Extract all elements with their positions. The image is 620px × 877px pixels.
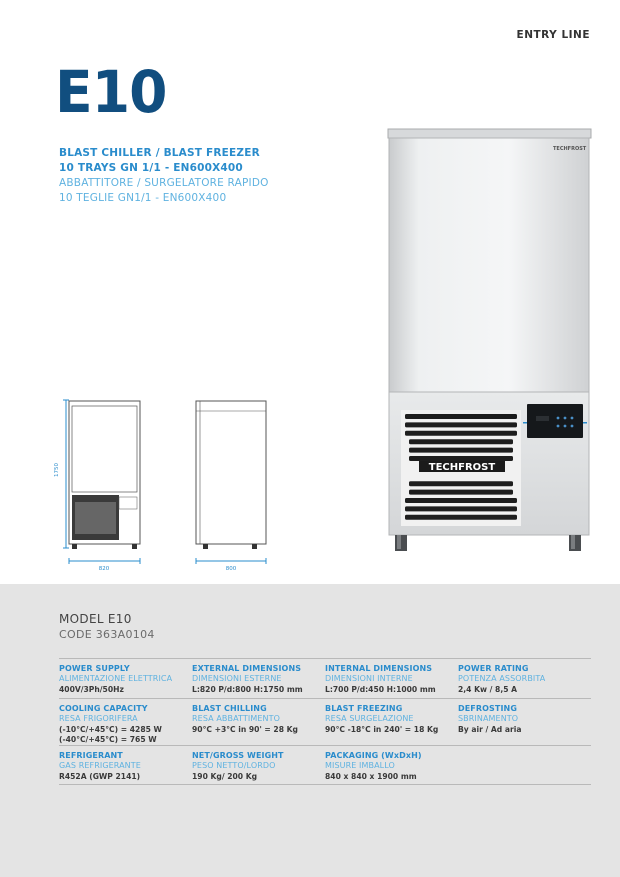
subtitle-line-1: BLAST CHILLER / BLAST FREEZER [59,147,260,159]
spec-cell [458,664,591,698]
subtitle-line-3: ABBATTITORE / SURGELATORE RAPIDO [59,177,269,189]
spec-cell [59,704,192,745]
spec-value: R452A (GWP 2141) [59,772,141,781]
spec-cell [325,704,458,745]
model-title: E10 [55,58,167,126]
grille-slat [405,431,517,436]
spec-label-it: DIMENSIONI ESTERNE [192,674,282,683]
width-dimension-label: 820 [98,566,110,572]
spec-label-it: MISURE IMBALLO [325,761,395,770]
front-view-drawing [52,398,147,573]
model-code: CODE 363A0104 [59,628,155,641]
spec-label-it: RESA SURGELAZIONE [325,714,414,723]
spec-cell [325,751,458,784]
spec-cell [325,664,458,698]
spec-value: (-40°C/+45°C) = 765 W [59,735,157,744]
spec-value: 2,4 Kw / 8,5 A [458,685,518,694]
spec-value: L:700 P/d:450 H:1000 mm [325,685,436,694]
spec-cell [458,704,591,745]
grille-slat [409,456,513,461]
door-brand-text: TECHFROST [553,146,587,152]
specs-table [59,658,591,785]
spec-value: 90°C -18°C in 240' = 18 Kg [325,725,439,734]
product-line-label: ENTRY LINE [516,29,590,41]
spec-label-en: POWER SUPPLY [59,664,130,673]
spec-label-it: DIMENSIONI INTERNE [325,674,413,683]
spec-label-it: RESA FRIGORIFERA [59,714,138,723]
spec-label-en: COOLING CAPACITY [59,704,148,713]
spec-label-en: POWER RATING [458,664,529,673]
spec-value: By air / Ad aria [458,725,522,734]
side-view-drawing [192,398,272,573]
spec-cell [192,704,325,745]
spec-label-it: SBRINAMENTO [458,714,519,723]
control-panel-icon [523,404,587,438]
grille-slat [409,490,513,495]
spec-row [59,658,591,698]
spec-row [59,698,591,745]
spec-label-it: POTENZA ASSORBITA [458,674,546,683]
spec-label-en: REFRIGERANT [59,751,123,760]
spec-value: 190 Kg/ 200 Kg [192,772,258,781]
grille-brand-text: TECHFROST [428,462,496,473]
spec-label-en: NET/GROSS WEIGHT [192,751,284,760]
spec-cell [192,664,325,698]
grille-slat [409,481,513,486]
spec-cell [59,751,192,784]
spec-row [59,745,591,785]
model-name: MODEL E10 [59,612,132,626]
grille-slat [405,498,517,503]
blast-chiller-image [385,127,592,555]
grille-slat [409,439,513,444]
spec-value: 840 x 840 x 1900 mm [325,772,417,781]
grille-slat [405,422,517,427]
grille-slat [405,515,517,520]
spec-value: 90°C +3°C in 90' = 28 Kg [192,725,298,734]
spec-label-en: DEFROSTING [458,704,517,713]
spec-label-it: GAS REFRIGERANTE [59,761,141,770]
spec-value: 400V/3Ph/50Hz [59,685,124,694]
spec-label-it: ALIMENTAZIONE ELETTRICA [59,674,173,683]
spec-label-en: BLAST FREEZING [325,704,403,713]
spec-label-en: INTERNAL DIMENSIONS [325,664,433,673]
subtitle-line-4: 10 TEGLIE GN1/1 - EN600X400 [59,192,227,204]
depth-dimension-label: 800 [225,566,237,572]
spec-value: L:820 P/d:800 H:1750 mm [192,685,303,694]
subtitle-line-2: 10 TRAYS GN 1/1 - EN600X400 [59,162,243,174]
spec-label-it: RESA ABBATTIMENTO [192,714,280,723]
spec-label-it: PESO NETTO/LORDO [192,761,276,770]
spec-cell [458,751,591,784]
spec-cell [192,751,325,784]
spec-cell [59,664,192,698]
grille-slat [405,414,517,419]
spec-label-en: PACKAGING (WxDxH) [325,751,422,760]
grille-slat [409,448,513,453]
grille-slat [405,506,517,511]
spec-value: (-10°C/+45°C) = 4285 W [59,725,162,734]
spec-label-en: EXTERNAL DIMENSIONS [192,664,302,673]
product-subtitle [59,146,269,206]
height-dimension-label: 1750 [54,463,60,477]
spec-label-en: BLAST CHILLING [192,704,267,713]
specifications-panel [0,584,620,877]
